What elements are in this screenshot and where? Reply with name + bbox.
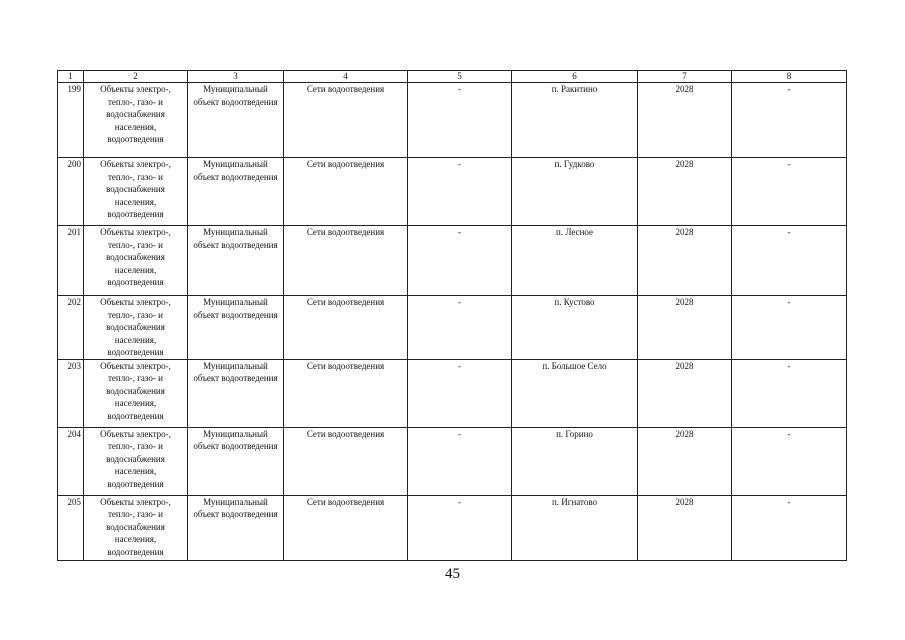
row-number: 202 [58, 296, 84, 360]
object-name: Сети водоотведения [284, 158, 408, 226]
column-header-6: 6 [512, 71, 638, 83]
column-header-1: 1 [58, 71, 84, 83]
column-5-value: - [408, 226, 512, 296]
object-name: Сети водоотведения [284, 296, 408, 360]
row-number: 204 [58, 427, 84, 495]
objects-table [57, 70, 847, 561]
object-location: п. Большое Село [512, 359, 638, 427]
object-type: Муниципальный объект водоотведения [188, 296, 284, 360]
object-year: 2028 [638, 83, 732, 158]
column-header-3: 3 [188, 71, 284, 83]
row-number: 205 [58, 495, 84, 560]
object-name: Сети водоотведения [284, 226, 408, 296]
table-row [58, 495, 847, 560]
object-type: Муниципальный объект водоотведения [188, 495, 284, 560]
page-number: 45 [445, 566, 460, 582]
object-type: Муниципальный объект водоотведения [188, 158, 284, 226]
column-header-7: 7 [638, 71, 732, 83]
object-type: Муниципальный объект водоотведения [188, 226, 284, 296]
header-row [58, 71, 847, 83]
object-category: Объекты электро-, тепло-, газо- и водоснабжения населения, водоотведения [84, 495, 188, 560]
column-5-value: - [408, 83, 512, 158]
table-row [58, 296, 847, 360]
object-category: Объекты электро-, тепло-, газо- и водоснабжения населения, водоотведения [84, 427, 188, 495]
column-5-value: - [408, 158, 512, 226]
object-location: п. Лесное [512, 226, 638, 296]
object-category: Объекты электро-, тепло-, газо- и водоснабжения населения, водоотведения [84, 226, 188, 296]
object-year: 2028 [638, 296, 732, 360]
column-8-value: - [732, 495, 847, 560]
object-location: п. Гудково [512, 158, 638, 226]
column-header-4: 4 [284, 71, 408, 83]
object-year: 2028 [638, 495, 732, 560]
object-location: п. Игнатово [512, 495, 638, 560]
row-number: 201 [58, 226, 84, 296]
table-row [58, 158, 847, 226]
object-type: Муниципальный объект водоотведения [188, 83, 284, 158]
column-5-value: - [408, 427, 512, 495]
column-header-8: 8 [732, 71, 847, 83]
object-name: Сети водоотведения [284, 427, 408, 495]
object-year: 2028 [638, 226, 732, 296]
object-location: п. Кустово [512, 296, 638, 360]
column-8-value: - [732, 226, 847, 296]
column-5-value: - [408, 495, 512, 560]
table-row [58, 226, 847, 296]
table-row [58, 83, 847, 158]
column-8-value: - [732, 427, 847, 495]
object-year: 2028 [638, 427, 732, 495]
object-year: 2028 [638, 359, 732, 427]
column-5-value: - [408, 296, 512, 360]
column-8-value: - [732, 359, 847, 427]
object-location: п. Ракитино [512, 83, 638, 158]
object-category: Объекты электро-, тепло-, газо- и водоснабжения населения, водоотведения [84, 83, 188, 158]
row-number: 200 [58, 158, 84, 226]
object-year: 2028 [638, 158, 732, 226]
object-category: Объекты электро-, тепло-, газо- и водоснабжения населения, водоотведения [84, 296, 188, 360]
row-number: 203 [58, 359, 84, 427]
column-8-value: - [732, 158, 847, 226]
column-8-value: - [732, 296, 847, 360]
object-name: Сети водоотведения [284, 495, 408, 560]
column-5-value: - [408, 359, 512, 427]
table-row [58, 359, 847, 427]
table-row [58, 427, 847, 495]
object-type: Муниципальный объект водоотведения [188, 427, 284, 495]
column-header-5: 5 [408, 71, 512, 83]
column-header-2: 2 [84, 71, 188, 83]
row-number: 199 [58, 83, 84, 158]
object-name: Сети водоотведения [284, 359, 408, 427]
object-category: Объекты электро-, тепло-, газо- и водоснабжения населения, водоотведения [84, 158, 188, 226]
object-location: п. Горино [512, 427, 638, 495]
object-type: Муниципальный объект водоотведения [188, 359, 284, 427]
column-8-value: - [732, 83, 847, 158]
object-name: Сети водоотведения [284, 83, 408, 158]
object-category: Объекты электро-, тепло-, газо- и водоснабжения населения, водоотведения [84, 359, 188, 427]
